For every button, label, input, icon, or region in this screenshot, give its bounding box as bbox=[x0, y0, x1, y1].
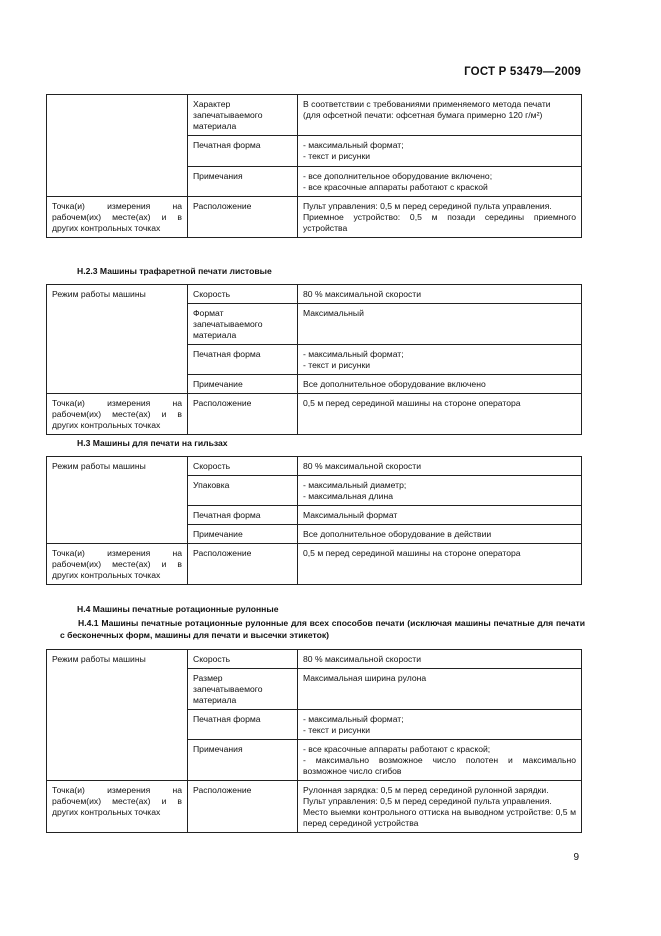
param-cell: Расположение bbox=[188, 394, 298, 435]
value-line: - текст и рисунки bbox=[303, 360, 371, 370]
param-cell: Формат запечатываемого материала bbox=[188, 304, 298, 345]
param-cell: Расположение bbox=[188, 197, 298, 238]
param-cell: Характер запечатываемого материала bbox=[188, 95, 298, 136]
table-row bbox=[47, 285, 582, 304]
table-row bbox=[47, 197, 582, 238]
measure-label-cell: Точка(и) измерения на рабочем(их) месте(ах) и в других контрольных точках bbox=[47, 781, 188, 833]
value-line: - все дополнительное оборудование включено; bbox=[303, 171, 493, 181]
section-heading: Н.4 Машины печатные ротационные рулонные bbox=[77, 604, 279, 614]
value-line: - все красочные аппараты работают с краской bbox=[303, 182, 488, 192]
param-cell: Расположение bbox=[188, 781, 298, 833]
page-number: 9 bbox=[573, 852, 579, 863]
value-cell: Максимальный формат bbox=[298, 506, 582, 525]
measure-label-cell: Точка(и) измерения на рабочем(их) месте(ах) и в других контрольных точках bbox=[47, 544, 188, 585]
document-header: ГОСТ Р 53479—2009 bbox=[464, 66, 581, 78]
value-cell bbox=[298, 197, 582, 238]
value-cell: Все дополнительное оборудование в действии bbox=[298, 525, 582, 544]
value-line: - текст и рисунки bbox=[303, 725, 371, 735]
table-row bbox=[47, 95, 582, 136]
value-cell bbox=[298, 710, 582, 740]
value-cell bbox=[298, 740, 582, 781]
param-cell: Размер запечатываемого материала bbox=[188, 669, 298, 710]
value-line: - максимальный формат; bbox=[303, 714, 404, 724]
value-line: Пульт управления: 0,5 м перед серединой пульта управления. bbox=[303, 201, 552, 211]
subsection-heading: Н.4.1 Машины печатные ротационные рулонные для всех способов печати (исключая машины печатные для печати с бесконечных форм, машины для печати и высечки этикеток) bbox=[60, 618, 585, 640]
table-row bbox=[47, 544, 582, 585]
table-row bbox=[47, 781, 582, 833]
value-line: - максимальный формат; bbox=[303, 349, 404, 359]
measure-label-cell: Точка(и) измерения на рабочем(их) месте(ах) и в других контрольных точках bbox=[47, 394, 188, 435]
table-1 bbox=[46, 94, 582, 238]
value-cell bbox=[298, 781, 582, 833]
value-line: (для офсетной печати: офсетная бумага примерно 120 г/м²) bbox=[303, 110, 543, 120]
value-line: Приемное устройство: 0,5 м позади середины приемного устройства bbox=[303, 212, 576, 233]
value-line: - максимальный формат; bbox=[303, 140, 404, 150]
table-row bbox=[47, 394, 582, 435]
value-line: - максимальный диаметр; bbox=[303, 480, 407, 490]
value-line: Пульт управления: 0,5 м перед серединой пульта управления. bbox=[303, 796, 552, 806]
value-cell bbox=[298, 95, 582, 136]
value-cell: 80 % максимальной скорости bbox=[298, 650, 582, 669]
value-cell: 80 % максимальной скорости bbox=[298, 285, 582, 304]
value-line: - максимально возможное число полотен и максимально возможное число сгибов bbox=[303, 755, 576, 776]
value-cell bbox=[298, 345, 582, 375]
param-cell: Упаковка bbox=[188, 476, 298, 506]
mode-label-cell: Режим работы машины bbox=[47, 285, 188, 394]
table-row bbox=[47, 650, 582, 669]
param-cell: Примечание bbox=[188, 525, 298, 544]
value-line: Место выемки контрольного оттиска на выводном устройстве: 0,5 м перед серединой устройства bbox=[303, 807, 576, 828]
value-line: - все красочные аппараты работают с краской; bbox=[303, 744, 491, 754]
param-cell: Примечания bbox=[188, 167, 298, 197]
value-cell: 0,5 м перед серединой машины на стороне оператора bbox=[298, 394, 582, 435]
value-line: Рулонная зарядка: 0,5 м перед серединой рулонной зарядки. bbox=[303, 785, 549, 795]
param-cell: Скорость bbox=[188, 457, 298, 476]
table-4 bbox=[46, 649, 582, 833]
empty-cell bbox=[47, 95, 188, 197]
measure-label-cell: Точка(и) измерения на рабочем(их) месте(ах) и в других контрольных точках bbox=[47, 197, 188, 238]
mode-label-cell: Режим работы машины bbox=[47, 650, 188, 781]
value-line: - максимальная длина bbox=[303, 491, 393, 501]
param-cell: Печатная форма bbox=[188, 136, 298, 167]
param-cell: Скорость bbox=[188, 285, 298, 304]
section-heading: Н.2.3 Машины трафаретной печати листовые bbox=[77, 266, 272, 276]
section-heading: Н.3 Машины для печати на гильзах bbox=[77, 438, 228, 448]
param-cell: Печатная форма bbox=[188, 506, 298, 525]
param-cell: Печатная форма bbox=[188, 345, 298, 375]
value-cell bbox=[298, 167, 582, 197]
value-cell: 0,5 м перед серединой машины на стороне оператора bbox=[298, 544, 582, 585]
value-line: - текст и рисунки bbox=[303, 151, 371, 161]
param-cell: Печатная форма bbox=[188, 710, 298, 740]
param-cell: Расположение bbox=[188, 544, 298, 585]
value-cell bbox=[298, 476, 582, 506]
mode-label-cell: Режим работы машины bbox=[47, 457, 188, 544]
value-cell: Все дополнительное оборудование включено bbox=[298, 375, 582, 394]
value-cell: Максимальный bbox=[298, 304, 582, 345]
param-cell: Примечание bbox=[188, 375, 298, 394]
table-2 bbox=[46, 284, 582, 435]
value-cell: Максимальная ширина рулона bbox=[298, 669, 582, 710]
value-cell bbox=[298, 136, 582, 167]
param-cell: Скорость bbox=[188, 650, 298, 669]
table-row bbox=[47, 457, 582, 476]
value-line: В соответствии с требованиями применяемого метода печати bbox=[303, 99, 551, 109]
value-cell: 80 % максимальной скорости bbox=[298, 457, 582, 476]
param-cell: Примечания bbox=[188, 740, 298, 781]
table-3 bbox=[46, 456, 582, 585]
